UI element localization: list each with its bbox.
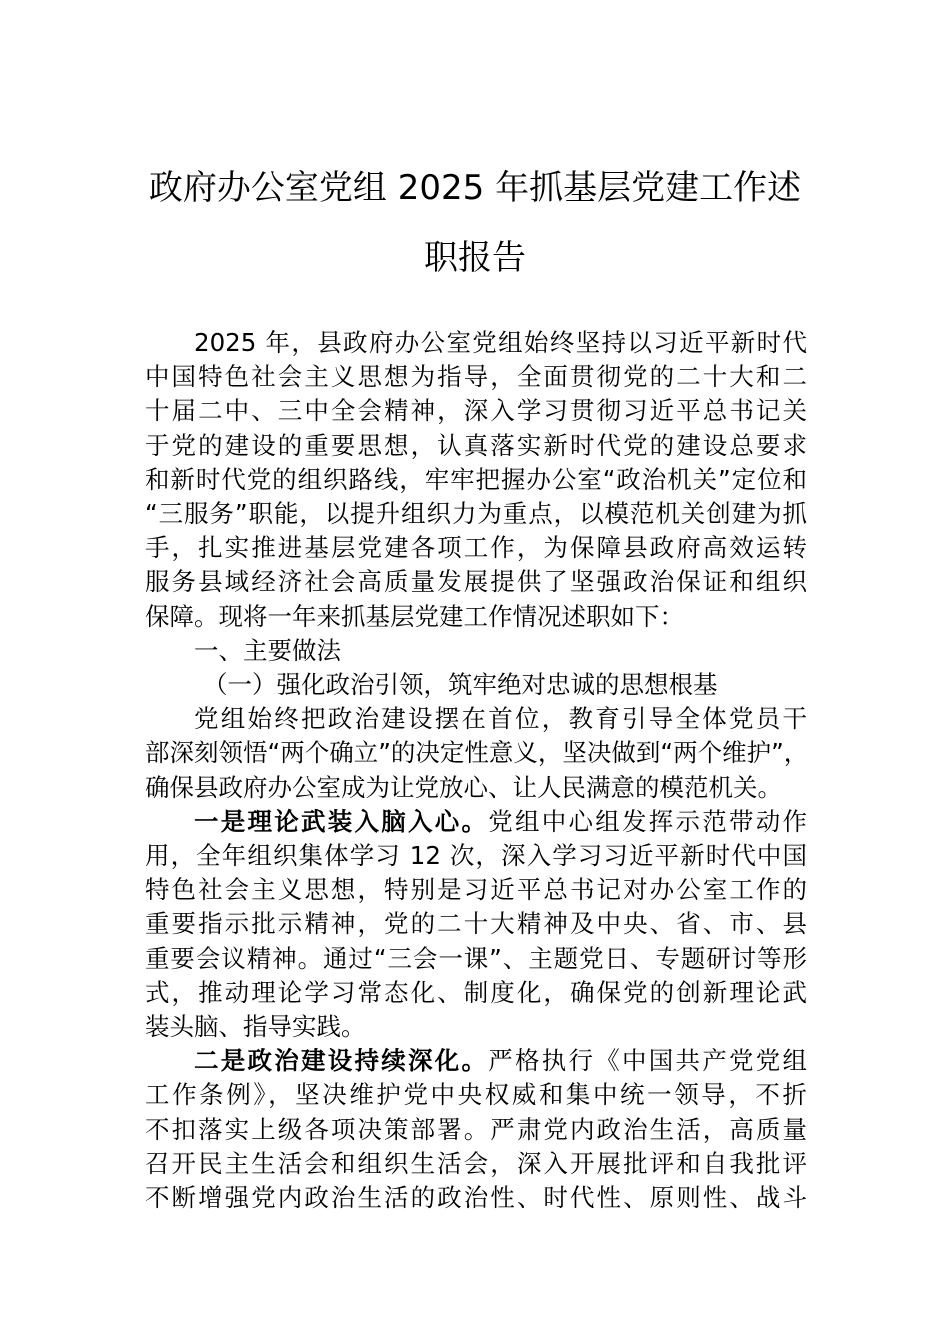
text-line: 重要会议精神。通过“三会一课”、主题党日、专题研讨等形 (145, 943, 807, 973)
text-line: 十届二中、三中全会精神，深入学习贯彻习近平总书记关 (145, 396, 807, 426)
text-line: 不扣落实上级各项决策部署。严肃党内政治生活，高质量 (145, 1114, 807, 1144)
document-body (145, 326, 807, 1215)
text-line: 确保县政府办公室成为让党放心、让人民满意的模范机关。 (145, 772, 782, 802)
bold-lead: 二是政治建设持续深化。 (194, 1046, 489, 1076)
text-line: 保障。现将一年来抓基层党建工作情况述职如下： (145, 601, 684, 631)
text-line: “三服务”职能，以提升组织力为重点，以模范机关创建为抓 (145, 499, 807, 529)
text-line: 工作条例》，坚决维护党中央权威和集中统一领导，不折 (145, 1080, 807, 1110)
text-line: 2025 年，县政府办公室党组始终坚持以习近平新时代 (194, 328, 807, 357)
title-line-1: 政府办公室党组 2025 年抓基层党建工作述 (148, 168, 802, 208)
text-line: 装头脑、指导实践。 (145, 1012, 366, 1042)
section-heading: 一、主要做法 (194, 635, 341, 665)
subsection-heading: （一）强化政治引领，筑牢绝对忠诚的思想根基 (203, 670, 718, 700)
text-line: 式，推动理论学习常态化、制度化，确保党的创新理论武 (145, 977, 807, 1007)
text-line: 服务县域经济社会高质量发展提供了坚强政治保证和组织 (145, 567, 807, 597)
intro-paragraph (145, 326, 807, 634)
text-line: 部深刻领悟“两个确立”的决定性意义，坚决做到“两个维护”， (145, 738, 809, 768)
text-line (145, 805, 807, 839)
lead-rest: 党组中心组发挥示范带动作 (488, 806, 807, 836)
paragraph-political-leadership (145, 702, 807, 805)
bold-lead: 一是理论武装入脑入心。 (194, 806, 489, 836)
lead-rest: 严格执行《中国共产党党组 (488, 1046, 807, 1076)
paragraph-political-construction (145, 1044, 807, 1215)
text-line (145, 1044, 807, 1078)
text-line: 和新时代党的组织路线，牢牢把握办公室“政治机关”定位和 (145, 464, 807, 494)
paragraph-theory-armament (145, 805, 807, 1044)
document-title (140, 153, 810, 293)
text-line: 召开民主生活会和组织生活会，深入开展批评和自我批评 (145, 1148, 807, 1178)
text-line: 手，扎实推进基层党建各项工作，为保障县政府高效运转 (145, 533, 807, 563)
text-line: 重要指示批示精神，党的二十大精神及中央、省、市、县 (145, 909, 807, 939)
text-line: 用，全年组织集体学习 12 次，深入学习习近平新时代中国 (145, 841, 807, 871)
text-line: 中国特色社会主义思想为指导，全面贯彻党的二十大和二 (145, 362, 807, 392)
text-line: 党组始终把政治建设摆在首位，教育引导全体党员干 (194, 704, 807, 734)
text-line: 于党的建设的重要思想，认真落实新时代党的建设总要求 (145, 430, 807, 460)
text-line: 不断增强党内政治生活的政治性、时代性、原则性、战斗 (145, 1183, 807, 1213)
text-line: 特色社会主义思想，特别是习近平总书记对办公室工作的 (145, 875, 807, 905)
title-line-2: 职报告 (424, 238, 526, 278)
